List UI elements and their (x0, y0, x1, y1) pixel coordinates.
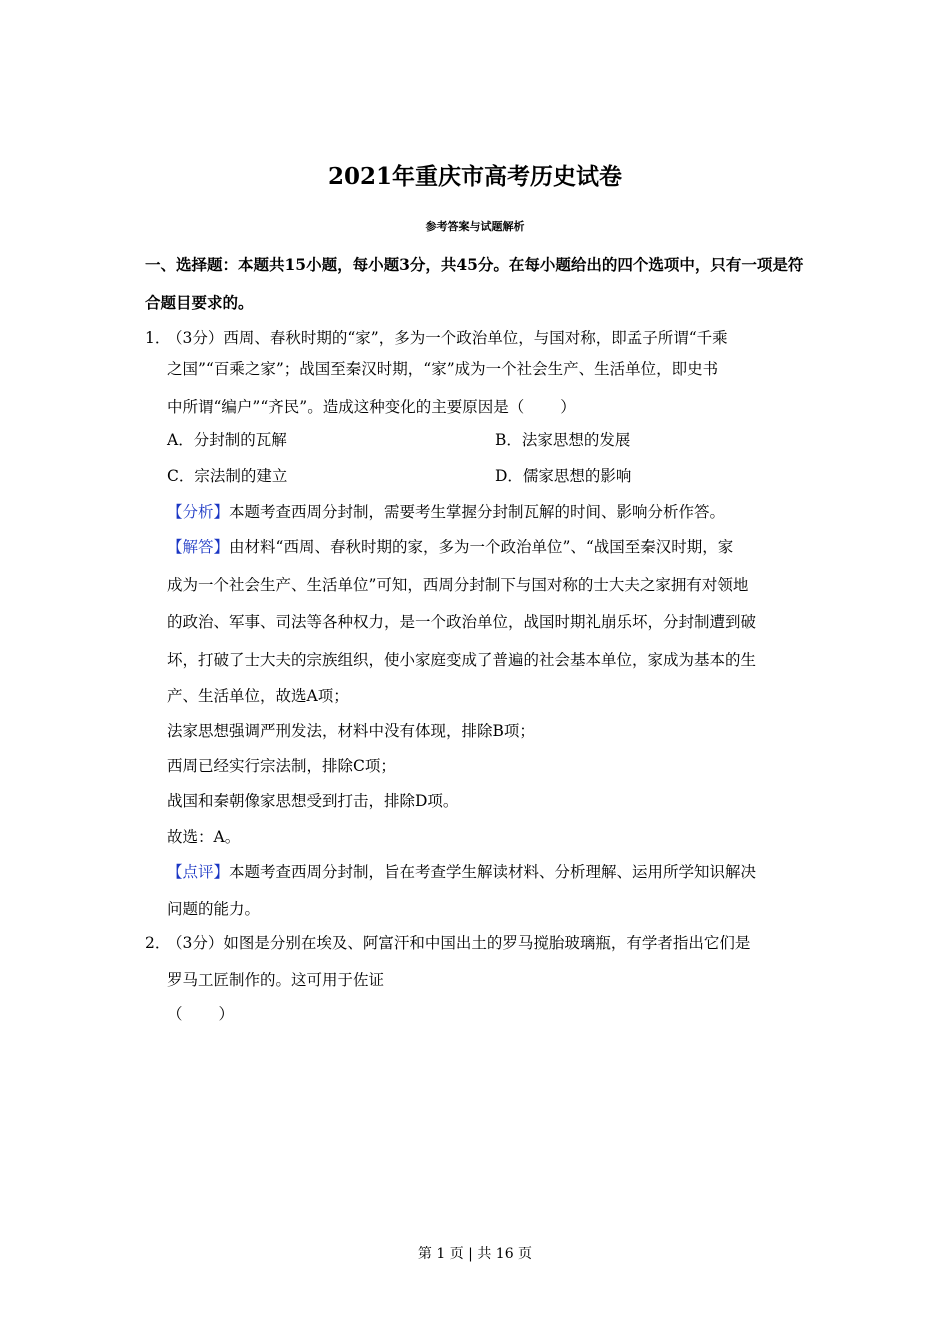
answer-text: 由材料“西周、春秋时期的家，多为一个政治单位”、“战国至秦汉时期，家 (229, 538, 734, 556)
answer-line: 的政治、军事、司法等各种权力，是一个政治单位，战国时期礼崩乐坏，分封制遭到破 (167, 613, 757, 631)
answer-line: 产、生活单位，故选A项； (167, 687, 349, 705)
answer-blank (167, 1003, 234, 1025)
answer-tag: 【解答】 (167, 538, 230, 556)
question-stem-line: （3分）如图是分别在埃及、阿富汗和中国出土的罗马搅胎玻璃瓶，有学者指出它们是 (167, 934, 751, 952)
review-line: 问题的能力。 (167, 900, 261, 918)
answer-line: 法家思想强调严刑发法，材料中没有体现，排除B项； (167, 722, 535, 740)
analysis (167, 501, 725, 523)
analysis-tag: 【分析】 (167, 503, 230, 521)
answer-blank-open: （ (167, 1005, 183, 1023)
answer-blank-close: ） (560, 398, 576, 416)
page-subtitle: 参考答案与试题解析 (425, 220, 525, 233)
answer-line: 成为一个社会生产、生活单位”可知，西周分封制下与国对称的士大夫之家拥有对领地 (167, 576, 749, 594)
question-stem-line: （3分）西周、春秋时期的“家”，多为一个政治单位，与国对称，即孟子所谓“千乘 (167, 329, 728, 347)
review-tag: 【点评】 (167, 863, 230, 881)
answer-line: 西周已经实行宗法制，排除C项； (167, 757, 396, 775)
question-number: 1． (145, 329, 171, 347)
answer-line: 战国和秦朝像家思想受到打击，排除D项。 (167, 792, 459, 810)
answer-line: 坏，打破了士大夫的宗族组织，使小家庭变成了普遍的社会基本单位，家成为基本的生 (167, 651, 757, 669)
section-heading: 一、选择题：本题共15小题，每小题3分，共45分。在每小题给出的四个选项中，只有一项是符合题目要求的。 (145, 255, 804, 312)
review-text: 本题考查西周分封制，旨在考查学生解读材料、分析理解、运用所学知识解决 (229, 863, 757, 881)
question-number: 2． (145, 934, 171, 952)
question-stem-text: 中所谓“编户”“齐民”。造成这种变化的主要原因是（ (167, 398, 525, 416)
answer-blank-close: ） (218, 1005, 235, 1023)
option-a: A．分封制的瓦解 (167, 431, 287, 449)
analysis-text: 本题考查西周分封制，需要考生掌握分封制瓦解的时间、影响分析作答。 (229, 503, 726, 521)
page-footer: 第 1 页 | 共 16 页 (417, 1246, 533, 1262)
answer-line (167, 536, 733, 558)
page-title: 2021年重庆市高考历史试卷 (327, 163, 622, 190)
question-stem-line: 罗马工匠制作的。这可用于佐证 (167, 971, 385, 989)
answer-line: 故选：A。 (167, 828, 241, 846)
question-stem-line: 之国”“百乘之家”；战国至秦汉时期，“家”成为一个社会生产、生活单位，即史书 (167, 360, 719, 378)
option-c: C．宗法制的建立 (167, 467, 288, 485)
review-line (167, 861, 756, 883)
question-stem-line (167, 396, 576, 418)
option-b: B．法家思想的发展 (495, 431, 631, 449)
option-d: D．儒家思想的影响 (495, 467, 632, 485)
